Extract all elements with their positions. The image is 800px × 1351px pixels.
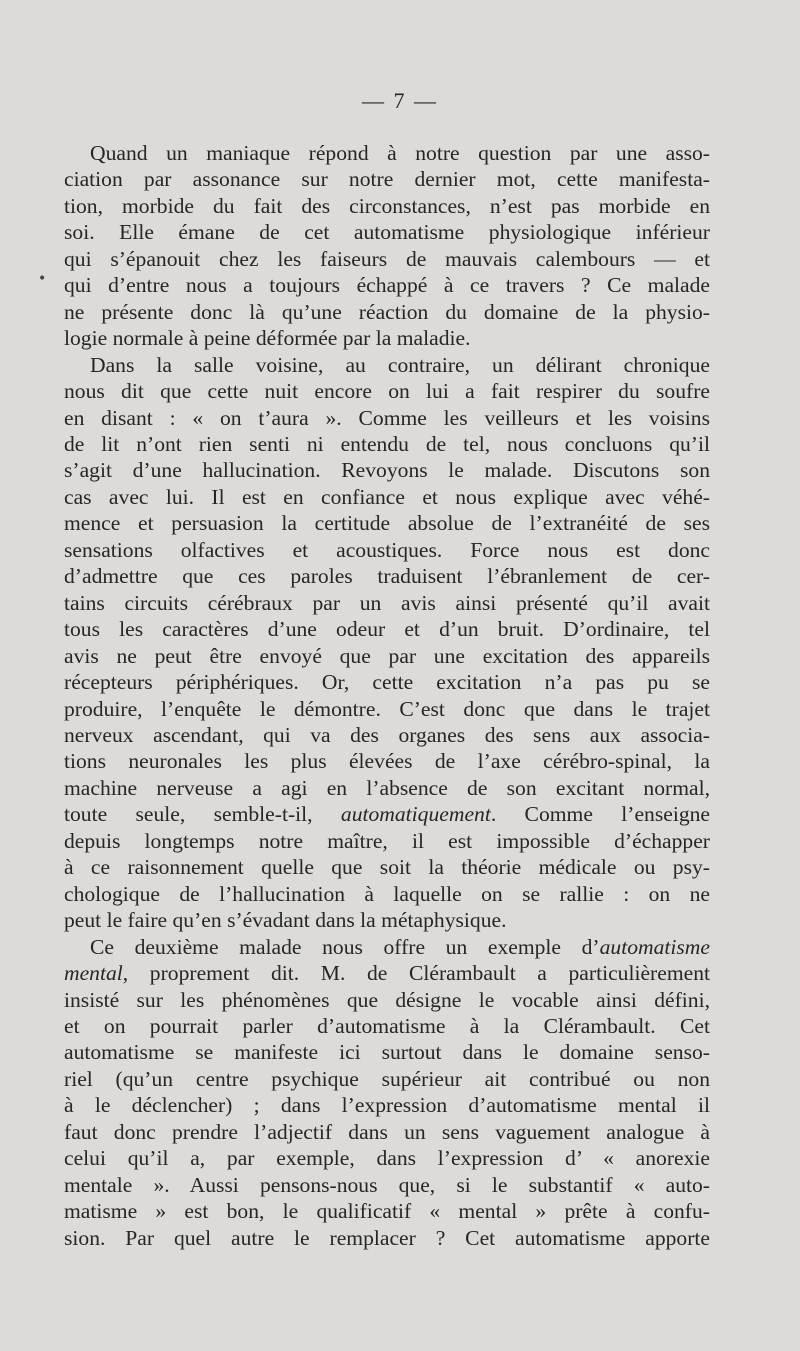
text-line: tains circuits cérébraux par un avis ainsi présenté qu’il avait [64,590,710,615]
text-line [64,801,710,827]
text-line: sensations olfactives et acoustiques. Force nous est donc [64,537,710,562]
text-line: avis ne peut être envoyé que par une excitation des appareils [64,643,710,668]
text-line: Quand un maniaque répond à notre question par une asso- [90,141,710,165]
text-line: s’agit d’une hallucination. Revoyons le malade. Discutons son [64,458,710,483]
text-line: à le déclencher) ; dans l’expression d’automatisme mental il [64,1093,710,1118]
text-line: peut le faire qu’en s’évadant dans la métaphysique. [64,908,507,933]
text-segment: toute seule, semble-t-il, [64,802,341,827]
text-line: produire, l’enquête le démontre. C’est donc que dans le trajet [64,696,710,721]
text-line [64,960,710,986]
text-line: insisté sur les phénomènes que désigne le vocable ainsi défini, [64,987,710,1012]
text-segment: Ce deuxième malade nous offre un exemple d’ [90,934,600,959]
text-line: chologique de l’hallucination à laquelle on se rallie : on ne [64,881,710,906]
text-line [64,934,710,960]
text-line: cas avec lui. Il est en confiance et nous explique avec véhé- [64,484,710,509]
text-line: en disant : « on t’aura ». Comme les veilleurs et les voisins [64,405,710,430]
italic-term: automatiquement [340,802,491,827]
text-line: qui d’entre nous a toujours échappé à ce travers ? Ce malade [64,273,710,298]
text-line: faut donc prendre l’adjectif dans un sens vaguement analogue à [64,1119,710,1144]
text-line: depuis longtemps notre maître, il est impossible d’échapper [64,828,710,853]
text-line: ne présente donc là qu’une réaction du domaine de la physio- [64,299,710,324]
text-line: récepteurs périphériques. Or, cette excitation n’a pas pu se [64,670,710,695]
text-line: machine nerveuse a agi en l’absence de son excitant normal, [64,775,710,800]
text-segment: . Comme l’enseigne [490,802,710,827]
margin-mark-icon: • [38,271,47,287]
text-line: et on pourrait parler d’automatisme à la Clérambault. Cet [64,1013,710,1038]
text-line: à ce raisonnement quelle que soit la théorie médicale ou psy- [64,855,710,880]
text-line: sion. Par quel autre le remplacer ? Cet automatisme apporte [64,1225,710,1250]
text-line: celui qu’il a, par exemple, dans l’expression d’ « anorexie [64,1146,710,1171]
text-line: nerveux ascendant, qui va des organes des sens aux associa- [64,722,710,747]
text-line: mence et persuasion la certitude absolue de l’extranéité de ses [64,511,710,536]
text-line: de lit n’ont rien senti ni entendu de tel, nous concluons qu’il [64,431,710,456]
text-line: matisme » est bon, le qualificatif « mental » prête à confu- [64,1199,710,1224]
text-line: tion, morbide du fait des circonstances, n’est pas morbide en [64,193,710,218]
text-line: mentale ». Aussi pensons-nous que, si le substantif « auto- [64,1172,710,1197]
text-line: Dans la salle voisine, au contraire, un délirant chronique [90,352,710,377]
text-line: ciation par assonance sur notre dernier mot, cette manifesta- [64,167,710,192]
text-segment: , proprement dit. M. de Clérambault a particulièrement [122,961,710,986]
body-text [64,140,710,1251]
text-line: tions neuronales les plus élevées de l’axe cérébro-spinal, la [64,749,710,774]
text-line: soi. Elle émane de cet automatisme physiologique inférieur [64,220,710,245]
text-line: qui s’épanouit chez les faiseurs de mauvais calembours — et [64,246,710,271]
italic-term: automatisme [599,934,710,959]
text-line: riel (qu’un centre psychique supérieur ait contribué ou non [64,1066,710,1091]
text-line: automatisme se manifeste ici surtout dans le domaine senso- [64,1040,710,1065]
page-number: — 7 — [362,88,438,113]
text-line: nous dit que cette nuit encore on lui a fait respirer du soufre [64,379,710,404]
text-line: tous les caractères d’une odeur et d’un bruit. D’ordinaire, tel [64,617,710,642]
text-line: d’admettre que ces paroles traduisent l’ébranlement de cer- [64,564,710,589]
italic-term: mental [64,961,123,986]
text-line: logie normale à peine déformée par la maladie. [64,326,471,351]
